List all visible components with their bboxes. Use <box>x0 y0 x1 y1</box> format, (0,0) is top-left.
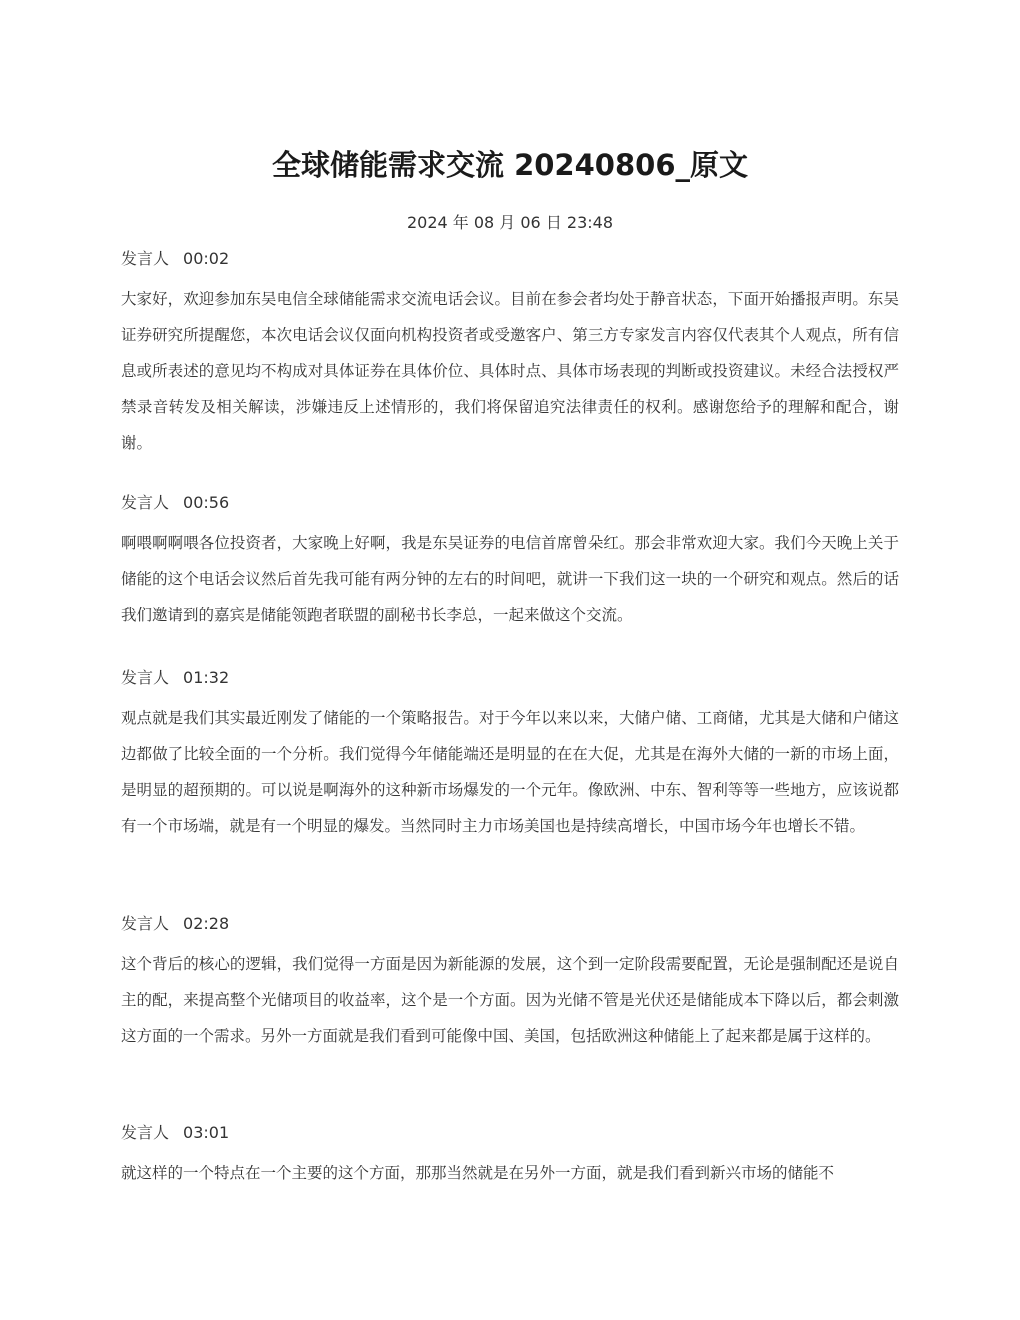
timestamp: 00:56 <box>183 493 230 512</box>
transcript-segment <box>121 247 899 461</box>
timestamp: 03:01 <box>183 1123 230 1142</box>
transcript-segment <box>121 912 899 1054</box>
speaker-line <box>121 247 899 271</box>
speaker-line <box>121 666 899 690</box>
speaker-name: 发言人 <box>121 914 170 933</box>
segment-text: 这个背后的核心的逻辑，我们觉得一方面是因为新能源的发展，这个到一定阶段需要配置，无论是强制配还是说自主的配，来提高整个光储项目的收益率，这个是一个方面。因为光储不管是光伏还是储能成本下降以后，都会刺激这方面的一个需求。另外一方面就是我们看到可能像中国、美国，包括欧洲这种储能上了起来都是属于这样的。 <box>121 955 899 1045</box>
segment-text: 观点就是我们其实最近刚发了储能的一个策略报告。对于今年以来以来，大储户储、工商储，尤其是大储和户储这边都做了比较全面的一个分析。我们觉得今年储能端还是明显的在在大促，尤其是在海外大储的一新的市场上面，是明显的超预期的。可以说是啊海外的这种新市场爆发的一个元年。像欧洲、中东、智利等等一些地方，应该说都有一个市场端，就是有一个明显的爆发。当然同时主力市场美国也是持续高增长，中国市场今年也增长不错。 <box>121 709 899 835</box>
document-title: 全球储能需求交流 20240806_原文 <box>271 148 749 182</box>
speaker-line <box>121 1121 899 1145</box>
speaker-line <box>121 912 899 936</box>
segment-text: 啊喂啊啊喂各位投资者，大家晚上好啊，我是东吴证券的电信首席曾朵红。那会非常欢迎大家。我们今天晚上关于储能的这个电话会议然后首先我可能有两分钟的左右的时间吧，就讲一下我们这一块的一个研究和观点。然后的话我们邀请到的嘉宾是储能领跑者联盟的副秘书长李总，一起来做这个交流。 <box>121 534 899 624</box>
segment-text: 大家好，欢迎参加东吴电信全球储能需求交流电话会议。目前在参会者均处于静音状态，下面开始播报声明。东吴证券研究所提醒您，本次电话会议仅面向机构投资者或受邀客户、第三方专家发言内容仅代表其个人观点，所有信息或所表述的意见均不构成对具体证券在具体价位、具体时点、具体市场表现的判断或投资建议。未经合法授权严禁录音转发及相关解读，涉嫌违反上述情形的，我们将保留追究法律责任的权利。感谢您给予的理解和配合，谢谢。 <box>121 290 899 452</box>
transcript-segment <box>121 491 899 633</box>
speaker-name: 发言人 <box>121 249 170 268</box>
speaker-name: 发言人 <box>121 493 170 512</box>
timestamp: 00:02 <box>183 249 230 268</box>
timestamp: 02:28 <box>183 914 230 933</box>
segment-text: 就这样的一个特点在一个主要的这个方面，那那当然就是在另外一方面，就是我们看到新兴市场的储能不 <box>121 1164 835 1182</box>
transcript-segment <box>121 666 899 844</box>
transcript-segment <box>121 1121 899 1191</box>
timestamp: 01:32 <box>183 668 230 687</box>
document-date: 2024 年 08 月 06 日 23:48 <box>406 213 614 232</box>
speaker-name: 发言人 <box>121 668 170 687</box>
speaker-line <box>121 491 899 515</box>
speaker-name: 发言人 <box>121 1123 170 1142</box>
